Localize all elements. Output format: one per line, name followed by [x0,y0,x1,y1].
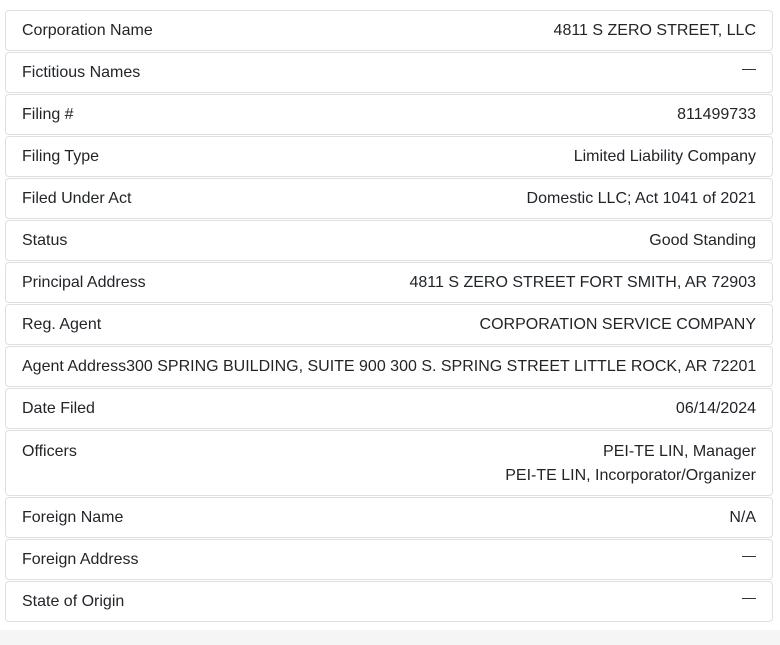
foreign-address-value: — [742,547,756,563]
agent-address-value: 300 SPRING BUILDING, SUITE 900 300 S. SPRING STREET LITTLE ROCK, AR 72201 [126,357,757,375]
filed-under-act-value: Domestic LLC; Act 1041 of 2021 [526,189,756,207]
filing-type-value: Limited Liability Company [573,147,756,165]
status-label: Status [22,231,68,249]
status-value: Good Standing [649,231,756,249]
row-officers [5,430,773,496]
principal-address-label: Principal Address [22,273,146,291]
row-filing-number [5,94,773,135]
corporation-details-list [5,10,773,623]
reg-agent-value: CORPORATION SERVICE COMPANY [479,315,756,333]
foreign-name-label: Foreign Name [22,508,124,526]
row-filed-under-act [5,178,773,219]
reg-agent-label: Reg. Agent [22,315,102,333]
principal-address-value: 4811 S ZERO STREET FORT SMITH, AR 72903 [409,273,756,291]
fictitious-names-label: Fictitious Names [22,63,141,81]
date-filed-value: 06/14/2024 [675,399,756,417]
officer-item: PEI-TE LIN, Manager [603,443,756,460]
state-of-origin-label: State of Origin [22,592,125,610]
row-fictitious-names [5,52,773,93]
row-state-of-origin [5,581,773,622]
row-foreign-name [5,497,773,538]
officers-list [505,442,756,488]
filed-under-act-label: Filed Under Act [22,189,132,207]
fictitious-names-value: — [742,60,756,76]
row-foreign-address [5,539,773,580]
state-of-origin-value: — [742,589,756,605]
row-reg-agent [5,304,773,345]
officer-item: PEI-TE LIN, Incorporator/Organizer [505,467,756,484]
corporation-name-label: Corporation Name [22,21,153,39]
filing-number-label: Filing # [22,105,74,123]
officers-label: Officers [22,443,77,460]
row-principal-address [5,262,773,303]
row-filing-type [5,136,773,177]
filing-type-label: Filing Type [22,147,100,165]
date-filed-label: Date Filed [22,399,95,417]
foreign-name-value: N/A [729,508,756,526]
corporation-name-value: 4811 S ZERO STREET, LLC [553,21,756,39]
row-status [5,220,773,261]
row-corporation-name [5,10,773,51]
row-agent-address [5,346,773,387]
filing-number-value: 811499733 [677,105,756,123]
agent-address-label: Agent Address [22,357,127,375]
foreign-address-label: Foreign Address [22,550,139,568]
row-date-filed [5,388,773,429]
